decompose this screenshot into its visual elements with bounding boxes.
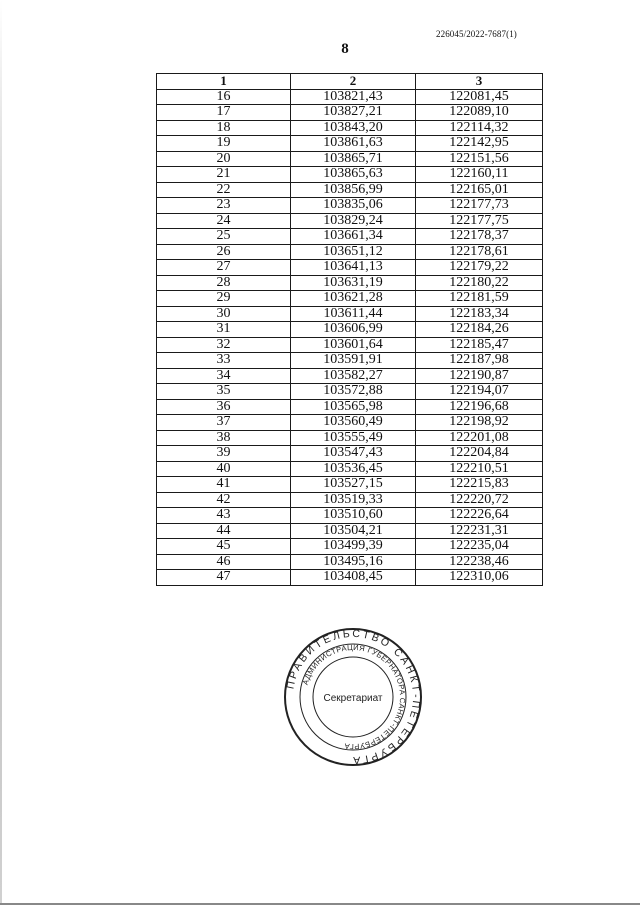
table-cell: 29 xyxy=(157,291,291,307)
table-cell: 103495,16 xyxy=(291,554,416,570)
table-cell: 122160,11 xyxy=(416,167,543,183)
table-cell: 20 xyxy=(157,151,291,167)
table-cell: 122177,75 xyxy=(416,213,543,229)
table-row xyxy=(157,539,543,555)
table-cell: 103829,24 xyxy=(291,213,416,229)
table-cell: 103547,43 xyxy=(291,446,416,462)
table-cell: 103865,63 xyxy=(291,167,416,183)
table-cell: 28 xyxy=(157,275,291,291)
table-row xyxy=(157,353,543,369)
table-cell: 122185,47 xyxy=(416,337,543,353)
table-row xyxy=(157,306,543,322)
table-header-row xyxy=(157,74,543,90)
table-cell: 122081,45 xyxy=(416,89,543,105)
table-row xyxy=(157,260,543,276)
table-cell: 122204,84 xyxy=(416,446,543,462)
stamp-outer-text: ПРАВИТЕЛЬСТВО САНКТ-ПЕТЕРБУРГА xyxy=(284,627,423,767)
table-cell: 103661,34 xyxy=(291,229,416,245)
table-cell: 122235,04 xyxy=(416,539,543,555)
table-cell: 122210,51 xyxy=(416,461,543,477)
table-row xyxy=(157,461,543,477)
table-cell: 122187,98 xyxy=(416,353,543,369)
table-cell: 122165,01 xyxy=(416,182,543,198)
table-cell: 103519,33 xyxy=(291,492,416,508)
table-cell: 40 xyxy=(157,461,291,477)
table-cell: 122178,61 xyxy=(416,244,543,260)
table-cell: 122114,32 xyxy=(416,120,543,136)
table-cell: 103510,60 xyxy=(291,508,416,524)
table-cell: 22 xyxy=(157,182,291,198)
table-cell: 17 xyxy=(157,105,291,121)
table-cell: 122190,87 xyxy=(416,368,543,384)
table-cell: 103611,44 xyxy=(291,306,416,322)
table-cell: 30 xyxy=(157,306,291,322)
table-row xyxy=(157,492,543,508)
table-cell: 26 xyxy=(157,244,291,260)
table-row xyxy=(157,384,543,400)
table-cell: 103601,64 xyxy=(291,337,416,353)
table-cell: 122198,92 xyxy=(416,415,543,431)
table-cell: 103504,21 xyxy=(291,523,416,539)
stamp-inner-text: АДМИНИСТРАЦИЯ ГУБЕРНАТОРА САНКТ-ПЕТЕРБУРГА xyxy=(300,642,408,752)
table-row xyxy=(157,151,543,167)
page-number: 8 xyxy=(341,41,349,57)
table-row xyxy=(157,89,543,105)
table-cell: 122089,10 xyxy=(416,105,543,121)
table-cell: 103827,21 xyxy=(291,105,416,121)
table-row xyxy=(157,291,543,307)
table-cell: 103865,71 xyxy=(291,151,416,167)
table-row xyxy=(157,508,543,524)
table-cell: 35 xyxy=(157,384,291,400)
table-cell: 103560,49 xyxy=(291,415,416,431)
table-cell: 27 xyxy=(157,260,291,276)
table-cell: 39 xyxy=(157,446,291,462)
table-cell: 103606,99 xyxy=(291,322,416,338)
table-row xyxy=(157,105,543,121)
table-cell: 25 xyxy=(157,229,291,245)
table-cell: 122142,95 xyxy=(416,136,543,152)
column-header: 3 xyxy=(416,74,543,90)
table-cell: 103536,45 xyxy=(291,461,416,477)
table-cell: 37 xyxy=(157,415,291,431)
table-cell: 47 xyxy=(157,570,291,586)
table-cell: 122177,73 xyxy=(416,198,543,214)
table-cell: 122215,83 xyxy=(416,477,543,493)
table-row xyxy=(157,213,543,229)
table-cell: 42 xyxy=(157,492,291,508)
table-cell: 103582,27 xyxy=(291,368,416,384)
table-cell: 122179,22 xyxy=(416,260,543,276)
table-row xyxy=(157,198,543,214)
secretariat-stamp xyxy=(283,627,423,767)
table-cell: 24 xyxy=(157,213,291,229)
table-cell: 32 xyxy=(157,337,291,353)
table-cell: 122310,06 xyxy=(416,570,543,586)
table-cell: 122194,07 xyxy=(416,384,543,400)
table-cell: 34 xyxy=(157,368,291,384)
table-cell: 122183,34 xyxy=(416,306,543,322)
table-cell: 103555,49 xyxy=(291,430,416,446)
table-row xyxy=(157,136,543,152)
table-row xyxy=(157,229,543,245)
scan-edge-mark xyxy=(0,0,2,905)
table-cell: 122226,64 xyxy=(416,508,543,524)
table-cell: 103651,12 xyxy=(291,244,416,260)
table-row xyxy=(157,415,543,431)
table-row xyxy=(157,570,543,586)
document-number: 226045/2022-7687(1) xyxy=(436,29,517,39)
table-cell: 122180,22 xyxy=(416,275,543,291)
table-cell: 103499,39 xyxy=(291,539,416,555)
table-cell: 38 xyxy=(157,430,291,446)
table-row xyxy=(157,368,543,384)
table-row xyxy=(157,182,543,198)
table-cell: 103631,19 xyxy=(291,275,416,291)
table-cell: 16 xyxy=(157,89,291,105)
table-cell: 122231,31 xyxy=(416,523,543,539)
table-cell: 21 xyxy=(157,167,291,183)
stamp-center-text: Секретариат xyxy=(323,693,383,704)
table-cell: 103861,63 xyxy=(291,136,416,152)
table-cell: 23 xyxy=(157,198,291,214)
table-cell: 122238,46 xyxy=(416,554,543,570)
table-cell: 122184,26 xyxy=(416,322,543,338)
table-cell: 103527,15 xyxy=(291,477,416,493)
table-row xyxy=(157,446,543,462)
coordinates-table xyxy=(156,73,543,586)
table-cell: 43 xyxy=(157,508,291,524)
table-cell: 103641,13 xyxy=(291,260,416,276)
table-cell: 122178,37 xyxy=(416,229,543,245)
table-cell: 122220,72 xyxy=(416,492,543,508)
table-row xyxy=(157,399,543,415)
table-row xyxy=(157,322,543,338)
table-cell: 103835,06 xyxy=(291,198,416,214)
table-row xyxy=(157,167,543,183)
table-cell: 122201,08 xyxy=(416,430,543,446)
table-cell: 103565,98 xyxy=(291,399,416,415)
table-cell: 19 xyxy=(157,136,291,152)
table-row xyxy=(157,120,543,136)
table-row xyxy=(157,244,543,260)
table-cell: 122151,56 xyxy=(416,151,543,167)
column-header: 2 xyxy=(291,74,416,90)
table-row xyxy=(157,337,543,353)
table-cell: 122181,59 xyxy=(416,291,543,307)
table-row xyxy=(157,523,543,539)
table-cell: 103408,45 xyxy=(291,570,416,586)
table-cell: 18 xyxy=(157,120,291,136)
column-header: 1 xyxy=(157,74,291,90)
table-row xyxy=(157,554,543,570)
table-cell: 103591,91 xyxy=(291,353,416,369)
table-cell: 31 xyxy=(157,322,291,338)
table-cell: 103572,88 xyxy=(291,384,416,400)
table-cell: 36 xyxy=(157,399,291,415)
table-cell: 122196,68 xyxy=(416,399,543,415)
table-cell: 103856,99 xyxy=(291,182,416,198)
table-cell: 45 xyxy=(157,539,291,555)
table-row xyxy=(157,477,543,493)
table-cell: 103843,20 xyxy=(291,120,416,136)
table-row xyxy=(157,275,543,291)
table-cell: 33 xyxy=(157,353,291,369)
table-row xyxy=(157,430,543,446)
table-cell: 46 xyxy=(157,554,291,570)
table-body xyxy=(157,89,543,585)
table-cell: 41 xyxy=(157,477,291,493)
table-cell: 103821,43 xyxy=(291,89,416,105)
table-cell: 44 xyxy=(157,523,291,539)
table-cell: 103621,28 xyxy=(291,291,416,307)
